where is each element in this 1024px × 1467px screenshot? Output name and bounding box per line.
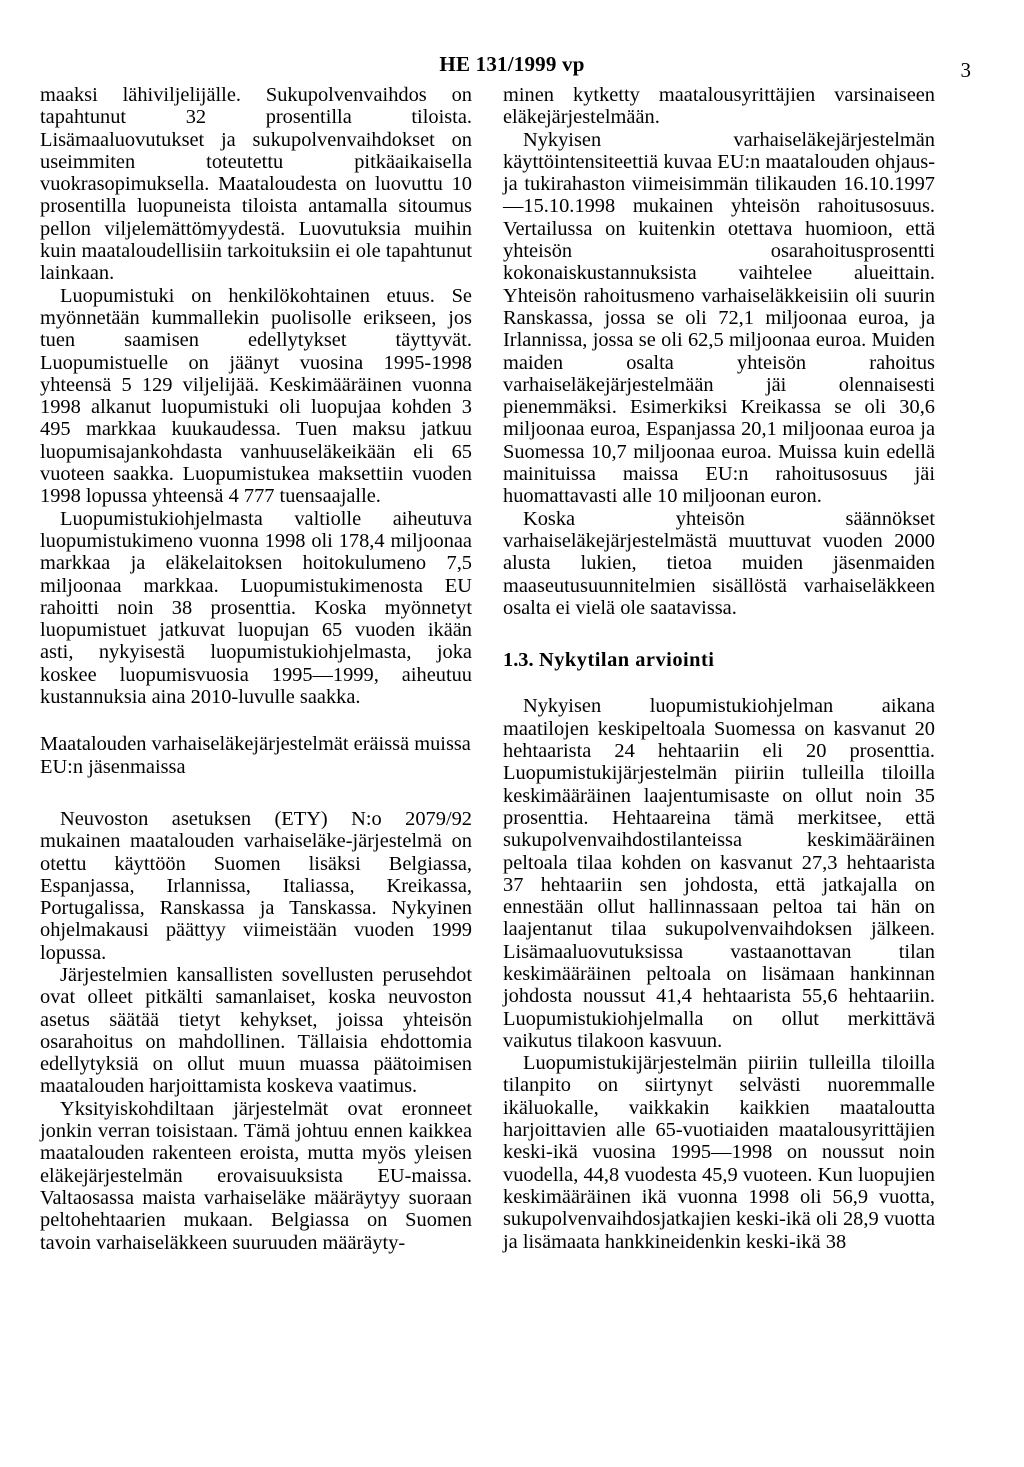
section-heading <box>503 649 935 671</box>
paragraph: Nykyisen varhaiseläkejärjestelmän käyttöintensiteettiä kuvaa EU:n maatalouden ohjaus- ja tukirahaston viimeisimmän tilikauden 16.10.1997—15.10.1998 mukainen yhteisön rahoitusosuus. Vertailussa on kuitenkin otettava huomioon, että yhteisön osarahoitusprosentti kokonaiskustannuksista vaihtelee alueittain. Yhteisön rahoitusmeno varhaiseläkkeisiin oli suurin Ranskassa, jossa se oli 72,1 miljoonaa euroa, ja Irlannissa, jossa se oli 62,5 miljoonaa euroa. Muiden maiden osalta yhteisön rahoitus varhaiseläkejärjestelmään jäi olennaisesti pienemmäksi. Esimerkiksi Kreikassa se oli 30,6 miljoonaa euroa, Espanjassa 20,1 miljoonaa euroa ja Suomessa 10,7 miljoonaa euroa. Muissa kuin edellä mainituissa maissa EU:n rahoitusosuus jäi huomattavasti alle 10 miljoonan euron. <box>503 128 935 508</box>
right-column <box>503 84 935 1253</box>
paragraph: Luopumistuki on henkilökohtainen etuus. Se myönnetään kummallekin puolisolle erikseen, jos tuen saamisen edellytykset täyttyvät. Luopumistuelle on jäänyt vuosina 1995-1998 yhteensä 5 129 viljelijää. Keskimääräinen vuonna 1998 alkanut luopumistuki oli luopujaa kohden 3 495 markkaa kuukaudessa. Tuen maksu jatkuu luopumisajankohdasta vanhuuseläkeikään eli 65 vuoteen saakka. Luopumistukea maksettiin vuoden 1998 lopussa yhteensä 4 777 tuensaajalle. <box>40 284 472 508</box>
left-column <box>40 84 472 1254</box>
paragraph: Yksityiskohdiltaan järjestelmät ovat eronneet jonkin verran toisistaan. Tämä johtuu ennen kaikkea maatalouden rakenteen eroista, mutta myös yleisen eläkejärjestelmän erovaisuuksista EU-maissa. Valtaosassa maista varhaiseläke määräytyy suoraan peltohehtaarien mukaan. Belgiassa on Suomen tavoin varhaiseläkkeen suuruuden määräyty- <box>40 1097 472 1254</box>
subsection-heading: Maatalouden varhaiseläkejärjestelmät eräissä muissa EU:n jäsenmaissa <box>40 733 471 778</box>
page-number: 3 <box>960 58 971 82</box>
section-number: 1.3. <box>503 649 534 672</box>
document-reference: HE 131/1999 vp <box>439 52 585 76</box>
paragraph: Järjestelmien kansallisten sovellusten perusehdot ovat olleet pitkälti samanlaiset, koska neuvoston asetus säätää tietyt kehykset, joissa yhteisön osarahoitus on mahdollinen. Tällaisia ehdottomia edellytyksiä on ollut muun muassa päätoimisen maatalouden harjoittamista koskeva vaatimus. <box>40 963 472 1098</box>
section-title: Nykytilan arviointi <box>539 649 715 672</box>
paragraph: Koska yhteisön säännökset varhaiseläkejärjestelmästä muuttuvat vuoden 2000 alusta lukien, tietoa muiden jäsenmaiden maaseutusuunnitelmien sisällöstä varhaiseläkkeen osalta ei vielä ole saatavissa. <box>503 507 935 619</box>
paragraph: minen kytketty maatalousyrittäjien varsinaiseen eläkejärjestelmään. <box>503 84 935 129</box>
paragraph: Nykyisen luopumistukiohjelman aikana maatilojen keskipeltoala Suomessa on kasvanut 20 hehtaarista 24 hehtaariin eli 20 prosenttia. Luopumistukijärjestelmän piiriin tulleilla tiloilla keskimääräinen laajentumisaste on ollut noin 35 prosenttia. Hehtaareina tämä merkitsee, että sukupolvenvaihdostilanteissa keskimääräinen peltoala tilaa kohden on kasvanut 27,3 hehtaarista 37 hehtaariin sen johdosta, että jatkajalla on ennestään ollut hallinnassaan peltoa tai hän on laajentanut tilaa sukupolvenvaihdoksen jälkeen. Lisämaaluovutuksissa vastaanottavan tilan keskimääräinen peltoala on lisämaan hankinnan johdosta noussut 41,4 hehtaarista 55,6 hehtaariin. Luopumistukiohjelmalla on ollut merkittävä vaikutus tilakoon kasvuun. <box>503 695 935 1052</box>
page-header <box>0 52 1024 82</box>
paragraph: Luopumistukijärjestelmän piiriin tulleilla tiloilla tilanpito on siirtynyt selvästi nuoremmalle ikäluokalle, vaikkakin kaikkien maataloutta harjoittavien alle 65-vuotiaiden maatalousyrittäjien keski-ikä vuosina 1995—1998 on noussut noin vuodella, 44,8 vuodesta 45,9 vuoteen. Kun luopujien keskimääräinen ikä vuonna 1998 oli 56,9 vuotta, sukupolvenvaihdosjatkajien keski-ikä oli 28,9 vuotta ja lisämaata hankkineidenkin keski-ikä 38 <box>503 1052 935 1253</box>
paragraph: maaksi lähiviljelijälle. Sukupolvenvaihdos on tapahtunut 32 prosentilla tiloista. Lisämaaluovutukset ja sukupolvenvaihdokset on useimmiten toteutettu pitkäaikaisella vuokrasopimuksella. Maataloudesta on luovuttu 10 prosentilla luopuneista tiloista antamalla sitoumus pellon viljelemättömyydestä. Luovutuksia muihin kuin maataloudellisiin tarkoituksiin ei ole tapahtunut lainkaan. <box>40 84 472 285</box>
paragraph: Neuvoston asetuksen (ETY) N:o 2079/92 mukainen maatalouden varhaiseläke-järjestelmä on otettu käyttöön Suomen lisäksi Belgiassa, Espanjassa, Irlannissa, Italiassa, Kreikassa, Portugalissa, Ranskassa ja Tanskassa. Nykyinen ohjelmakausi päättyy viimeistään vuoden 1999 lopussa. <box>40 807 472 964</box>
paragraph: Luopumistukiohjelmasta valtiolle aiheutuva luopumistukimeno vuonna 1998 oli 178,4 miljoonaa markkaa ja eläkelaitoksen hoitokulumeno 7,5 miljoonaa markkaa. Luopumistukimenosta EU rahoitti noin 38 prosenttia. Koska myönnetyt luopumistuet jatkuvat luopujan 65 vuoden ikään asti, nykyisestä luopumistukiohjelmasta, joka koskee luopumisvuosia 1995—1999, aiheutuu kustannuksia aina 2010-luvulle saakka. <box>40 507 472 709</box>
